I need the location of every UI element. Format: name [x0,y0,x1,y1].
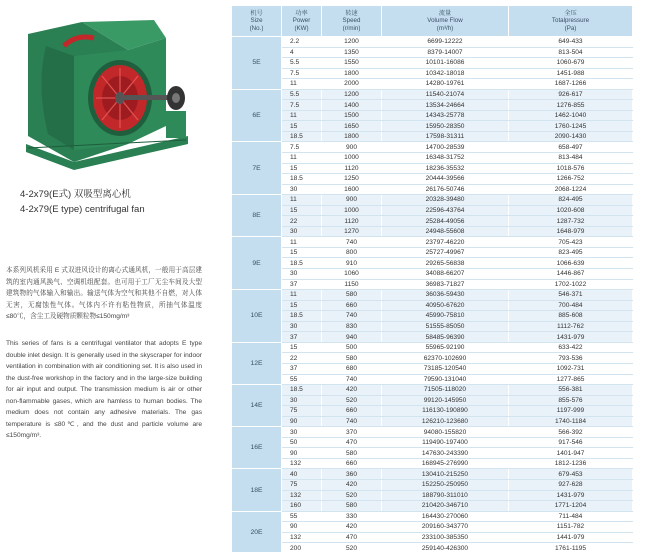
total-pressure-cell: 658-497 [509,142,633,153]
total-pressure-cell: 824-495 [509,195,633,206]
volume-flow-cell: 8379-14007 [382,47,509,58]
table-row [232,47,633,58]
volume-flow-cell: 126210-123680 [382,416,509,427]
volume-flow-cell: 73185-120540 [382,363,509,374]
power-cell: 30 [282,395,322,406]
total-pressure-cell: 1771-1204 [509,501,633,512]
total-pressure-cell: 1066-639 [509,258,633,269]
volume-flow-cell: 36036-59430 [382,290,509,301]
total-pressure-cell: 1197-999 [509,406,633,417]
volume-flow-cell: 152250-250950 [382,479,509,490]
volume-flow-cell: 40950-67620 [382,300,509,311]
volume-flow-cell: 10101-16086 [382,58,509,69]
total-pressure-cell: 1761-1195 [509,543,633,552]
total-pressure-cell: 1812-1236 [509,458,633,469]
volume-flow-cell: 188790-311010 [382,490,509,501]
total-pressure-cell: 1112-762 [509,321,633,332]
power-cell: 15 [282,247,322,258]
size-group [232,427,633,469]
total-pressure-cell: 793-536 [509,353,633,364]
speed-cell: 520 [322,543,382,552]
speed-cell: 520 [322,395,382,406]
header-speed: 转速 Speed (r/min) [322,6,382,37]
power-cell: 11 [282,79,322,90]
total-pressure-cell: 1740-1184 [509,416,633,427]
total-pressure-cell: 546-371 [509,290,633,301]
speed-cell: 1120 [322,163,382,174]
power-cell: 18.5 [282,174,322,185]
speed-cell: 1060 [322,269,382,280]
volume-flow-cell: 22596-43764 [382,205,509,216]
size-cell: 10E [232,290,282,343]
speed-cell: 660 [322,300,382,311]
volume-flow-cell: 20328-39480 [382,195,509,206]
volume-flow-cell: 210420-346710 [382,501,509,512]
volume-flow-cell: 79590-131040 [382,374,509,385]
table-row [232,385,633,396]
table-row [232,89,633,100]
header-size: 机号 Size (No.) [232,6,282,37]
size-group [232,469,633,511]
power-cell: 15 [282,205,322,216]
table-row [232,342,633,353]
table-row [232,374,633,385]
power-cell: 18.5 [282,385,322,396]
size-cell: 6E [232,89,282,142]
size-cell: 9E [232,237,282,290]
total-pressure-cell: 2068-1224 [509,184,633,195]
total-pressure-cell: 1060-679 [509,58,633,69]
volume-flow-cell: 168945-276990 [382,458,509,469]
speed-cell: 660 [322,406,382,417]
power-cell: 4 [282,47,322,58]
double-inlet-centrifugal-fan-icon [16,16,198,172]
volume-flow-cell: 18236-35532 [382,163,509,174]
total-pressure-cell: 1431-979 [509,490,633,501]
table-row [232,290,633,301]
speed-cell: 580 [322,448,382,459]
table-row [232,279,633,290]
power-cell: 5.5 [282,58,322,69]
total-pressure-cell: 1092-731 [509,363,633,374]
volume-flow-cell: 16348-31752 [382,153,509,164]
table-row [232,226,633,237]
power-cell: 11 [282,290,322,301]
table-row [232,501,633,512]
speed-cell: 800 [322,247,382,258]
power-cell: 75 [282,406,322,417]
volume-flow-cell: 14280-19761 [382,79,509,90]
power-cell: 18.5 [282,131,322,142]
table-row [232,153,633,164]
total-pressure-cell: 1446-867 [509,269,633,280]
volume-flow-cell: 6699-12222 [382,37,509,48]
total-pressure-cell: 823-495 [509,247,633,258]
size-group [232,37,633,90]
table-row [232,332,633,343]
volume-flow-cell: 25284-49056 [382,216,509,227]
speed-cell: 660 [322,458,382,469]
speed-cell: 1800 [322,131,382,142]
table-row [232,79,633,90]
volume-flow-cell: 94080-155820 [382,427,509,438]
speed-cell: 1000 [322,205,382,216]
size-group [232,195,633,237]
table-row [232,68,633,79]
volume-flow-cell: 36983-71827 [382,279,509,290]
volume-flow-cell: 259140-426300 [382,543,509,552]
speed-cell: 2000 [322,79,382,90]
volume-flow-cell: 25727-49967 [382,247,509,258]
power-cell: 90 [282,448,322,459]
speed-cell: 500 [322,342,382,353]
speed-cell: 940 [322,332,382,343]
power-cell: 132 [282,458,322,469]
power-cell: 11 [282,110,322,121]
total-pressure-cell: 1462-1040 [509,110,633,121]
table-row [232,142,633,153]
power-cell: 30 [282,226,322,237]
speed-cell: 360 [322,469,382,480]
speed-cell: 740 [322,374,382,385]
size-cell: 14E [232,385,282,427]
volume-flow-cell: 119490-197400 [382,437,509,448]
table-row [232,174,633,185]
speed-cell: 1200 [322,37,382,48]
size-group [232,89,633,142]
speed-cell: 1800 [322,68,382,79]
total-pressure-cell: 1451-988 [509,68,633,79]
volume-flow-cell: 58485-96390 [382,332,509,343]
total-pressure-cell: 700-484 [509,300,633,311]
power-cell: 75 [282,479,322,490]
table-row [232,395,633,406]
volume-flow-cell: 10342-18018 [382,68,509,79]
table-row [232,437,633,448]
volume-flow-cell: 23797-46220 [382,237,509,248]
speed-cell: 420 [322,385,382,396]
speed-cell: 1350 [322,47,382,58]
total-pressure-cell: 885-608 [509,311,633,322]
table-row [232,311,633,322]
header-power: 功率 Power (KW) [282,6,322,37]
total-pressure-cell: 813-484 [509,153,633,164]
speed-cell: 1650 [322,121,382,132]
table-row [232,427,633,438]
speed-cell: 520 [322,490,382,501]
volume-flow-cell: 164430-270060 [382,511,509,522]
power-cell: 2.2 [282,37,322,48]
speed-cell: 1250 [322,174,382,185]
size-cell: 7E [232,142,282,195]
total-pressure-cell: 1020-608 [509,205,633,216]
power-cell: 18.5 [282,258,322,269]
total-pressure-cell: 705-423 [509,237,633,248]
size-cell: 16E [232,427,282,469]
size-group [232,342,633,384]
product-description-cn: 本系列风机采用 E 式双进风设计的离心式通风机，一般用于高层建筑的室内通风换气、空调机组配套。也可用于工厂无尘车间及大型建筑物的气体输入和输出。输送气体为空气和其他不自燃，对人体无害，无腐蚀性气体。气体内不许有粘性物质，所抽气体温度≤80℃，含尘工及硬物质颗粒物≤150mg/m³ [6,267,202,320]
table-row [232,58,633,69]
table-row [232,353,633,364]
power-cell: 5.5 [282,89,322,100]
total-pressure-cell: 1401-947 [509,448,633,459]
speed-cell: 900 [322,195,382,206]
fan-product-illustration [16,16,198,172]
power-cell: 11 [282,195,322,206]
speed-cell: 1150 [322,279,382,290]
size-cell: 12E [232,342,282,384]
speed-cell: 470 [322,437,382,448]
power-cell: 7.5 [282,142,322,153]
volume-flow-cell: 116130-190890 [382,406,509,417]
power-cell: 15 [282,163,322,174]
speed-cell: 1000 [322,153,382,164]
product-description-en: This series of fans is a centrifugal ventilator that adopts E type double inlet design. It is generally used in the skyscraper for indoor ventilation in combination with air conditioning set. It is also used in the dust-free workshop in the factory and in the large-size building for air input and output. The transmission medium is air or other non-flammable gases, which are hamless to human bodies. The medium does not contain any adhesive materials. The gas temperature is ≤80℃, and the dust and particle volume are ≤150mg/m³. [6,340,202,439]
size-group [232,237,633,290]
table-row [232,37,633,48]
speed-cell: 470 [322,532,382,543]
speed-cell: 580 [322,290,382,301]
table-row [232,479,633,490]
table-row [232,469,633,480]
power-cell: 30 [282,427,322,438]
total-pressure-cell: 1018-576 [509,163,633,174]
speed-cell: 740 [322,311,382,322]
speed-cell: 1400 [322,100,382,111]
volume-flow-cell: 14700-28539 [382,142,509,153]
speed-cell: 370 [322,427,382,438]
table-row [232,543,633,552]
total-pressure-cell: 927-628 [509,479,633,490]
speed-cell: 420 [322,479,382,490]
table-row [232,300,633,311]
table-row [232,195,633,206]
speed-cell: 1120 [322,216,382,227]
total-pressure-cell: 1266-752 [509,174,633,185]
total-pressure-cell: 1687-1266 [509,79,633,90]
speed-cell: 330 [322,511,382,522]
table-row [232,258,633,269]
volume-flow-cell: 13534-24664 [382,100,509,111]
power-cell: 30 [282,321,322,332]
volume-flow-cell: 29265-56838 [382,258,509,269]
power-cell: 22 [282,353,322,364]
speed-cell: 1550 [322,58,382,69]
power-cell: 22 [282,216,322,227]
table-row [232,205,633,216]
table-row [232,532,633,543]
table-row [232,247,633,258]
speed-cell: 740 [322,237,382,248]
volume-flow-cell: 20444-39566 [382,174,509,185]
power-cell: 160 [282,501,322,512]
table-row [232,216,633,227]
power-cell: 90 [282,522,322,533]
power-cell: 30 [282,184,322,195]
header-volume-flow: 流量 Volume Flow (m³/h) [382,6,509,37]
power-cell: 15 [282,300,322,311]
power-cell: 90 [282,416,322,427]
table-row [232,511,633,522]
table-row [232,363,633,374]
table-row [232,448,633,459]
total-pressure-cell: 566-392 [509,427,633,438]
total-pressure-cell: 926-617 [509,89,633,100]
product-title-en: 4-2x79(E type) centrifugal fan [20,204,145,215]
table-row [232,163,633,174]
volume-flow-cell: 71505-118020 [382,385,509,396]
speed-cell: 680 [322,363,382,374]
power-cell: 55 [282,511,322,522]
volume-flow-cell: 26176-50746 [382,184,509,195]
total-pressure-cell: 917-546 [509,437,633,448]
total-pressure-cell: 1441-979 [509,532,633,543]
power-cell: 7.5 [282,100,322,111]
volume-flow-cell: 62370-102690 [382,353,509,364]
power-cell: 37 [282,332,322,343]
table-row [232,121,633,132]
volume-flow-cell: 147630-243390 [382,448,509,459]
table-row [232,237,633,248]
total-pressure-cell: 1151-782 [509,522,633,533]
volume-flow-cell: 24948-55608 [382,226,509,237]
speed-cell: 1270 [322,226,382,237]
total-pressure-cell: 1277-865 [509,374,633,385]
total-pressure-cell: 1276-855 [509,100,633,111]
size-cell: 5E [232,37,282,90]
table-row [232,110,633,121]
power-cell: 40 [282,469,322,480]
total-pressure-cell: 1760-1245 [509,121,633,132]
power-cell: 15 [282,342,322,353]
power-cell: 15 [282,121,322,132]
table-row [232,416,633,427]
size-cell: 8E [232,195,282,237]
total-pressure-cell: 1287-732 [509,216,633,227]
power-cell: 11 [282,153,322,164]
total-pressure-cell: 1648-979 [509,226,633,237]
table-row [232,269,633,280]
table-row [232,100,633,111]
volume-flow-cell: 51555-85050 [382,321,509,332]
size-group [232,290,633,343]
volume-flow-cell: 34088-66207 [382,269,509,280]
total-pressure-cell: 556-381 [509,385,633,396]
power-cell: 55 [282,374,322,385]
speed-cell: 420 [322,522,382,533]
table-row [232,131,633,142]
table-row [232,458,633,469]
speed-cell: 580 [322,501,382,512]
speed-cell: 900 [322,142,382,153]
power-cell: 37 [282,363,322,374]
size-group [232,385,633,427]
speed-cell: 910 [322,258,382,269]
power-cell: 132 [282,490,322,501]
volume-flow-cell: 45990-75810 [382,311,509,322]
power-cell: 37 [282,279,322,290]
total-pressure-cell: 649-433 [509,37,633,48]
power-cell: 7.5 [282,68,322,79]
speed-cell: 740 [322,416,382,427]
total-pressure-cell: 813-504 [509,47,633,58]
total-pressure-cell: 1702-1022 [509,279,633,290]
table-row [232,184,633,195]
power-cell: 200 [282,543,322,552]
speed-cell: 1600 [322,184,382,195]
volume-flow-cell: 130410-215250 [382,469,509,480]
volume-flow-cell: 233100-385350 [382,532,509,543]
speed-cell: 830 [322,321,382,332]
size-cell: 20E [232,511,282,552]
volume-flow-cell: 209160-343770 [382,522,509,533]
total-pressure-cell: 679-453 [509,469,633,480]
total-pressure-cell: 1431-979 [509,332,633,343]
power-cell: 11 [282,237,322,248]
size-group [232,511,633,552]
volume-flow-cell: 11540-21074 [382,89,509,100]
table-row [232,406,633,417]
total-pressure-cell: 855-576 [509,395,633,406]
speed-cell: 1500 [322,110,382,121]
volume-flow-cell: 14343-25778 [382,110,509,121]
power-cell: 18.5 [282,311,322,322]
product-title-cn: 4-2x79(E式) 双吸型离心机 [20,189,131,200]
table-row [232,321,633,332]
volume-flow-cell: 55965-92190 [382,342,509,353]
table-row [232,490,633,501]
volume-flow-cell: 15950-28350 [382,121,509,132]
header-total-pressure: 全压 Totalpressure (Pa) [509,6,633,37]
power-cell: 132 [282,532,322,543]
speed-cell: 1200 [322,89,382,100]
fan-spec-table [231,5,633,552]
speed-cell: 580 [322,353,382,364]
power-cell: 30 [282,269,322,280]
volume-flow-cell: 17598-31311 [382,131,509,142]
power-cell: 50 [282,437,322,448]
table-header-row [232,6,633,37]
table-row [232,522,633,533]
total-pressure-cell: 2090-1430 [509,131,633,142]
total-pressure-cell: 711-484 [509,511,633,522]
total-pressure-cell: 633-422 [509,342,633,353]
volume-flow-cell: 99120-145950 [382,395,509,406]
size-group [232,142,633,195]
size-cell: 18E [232,469,282,511]
